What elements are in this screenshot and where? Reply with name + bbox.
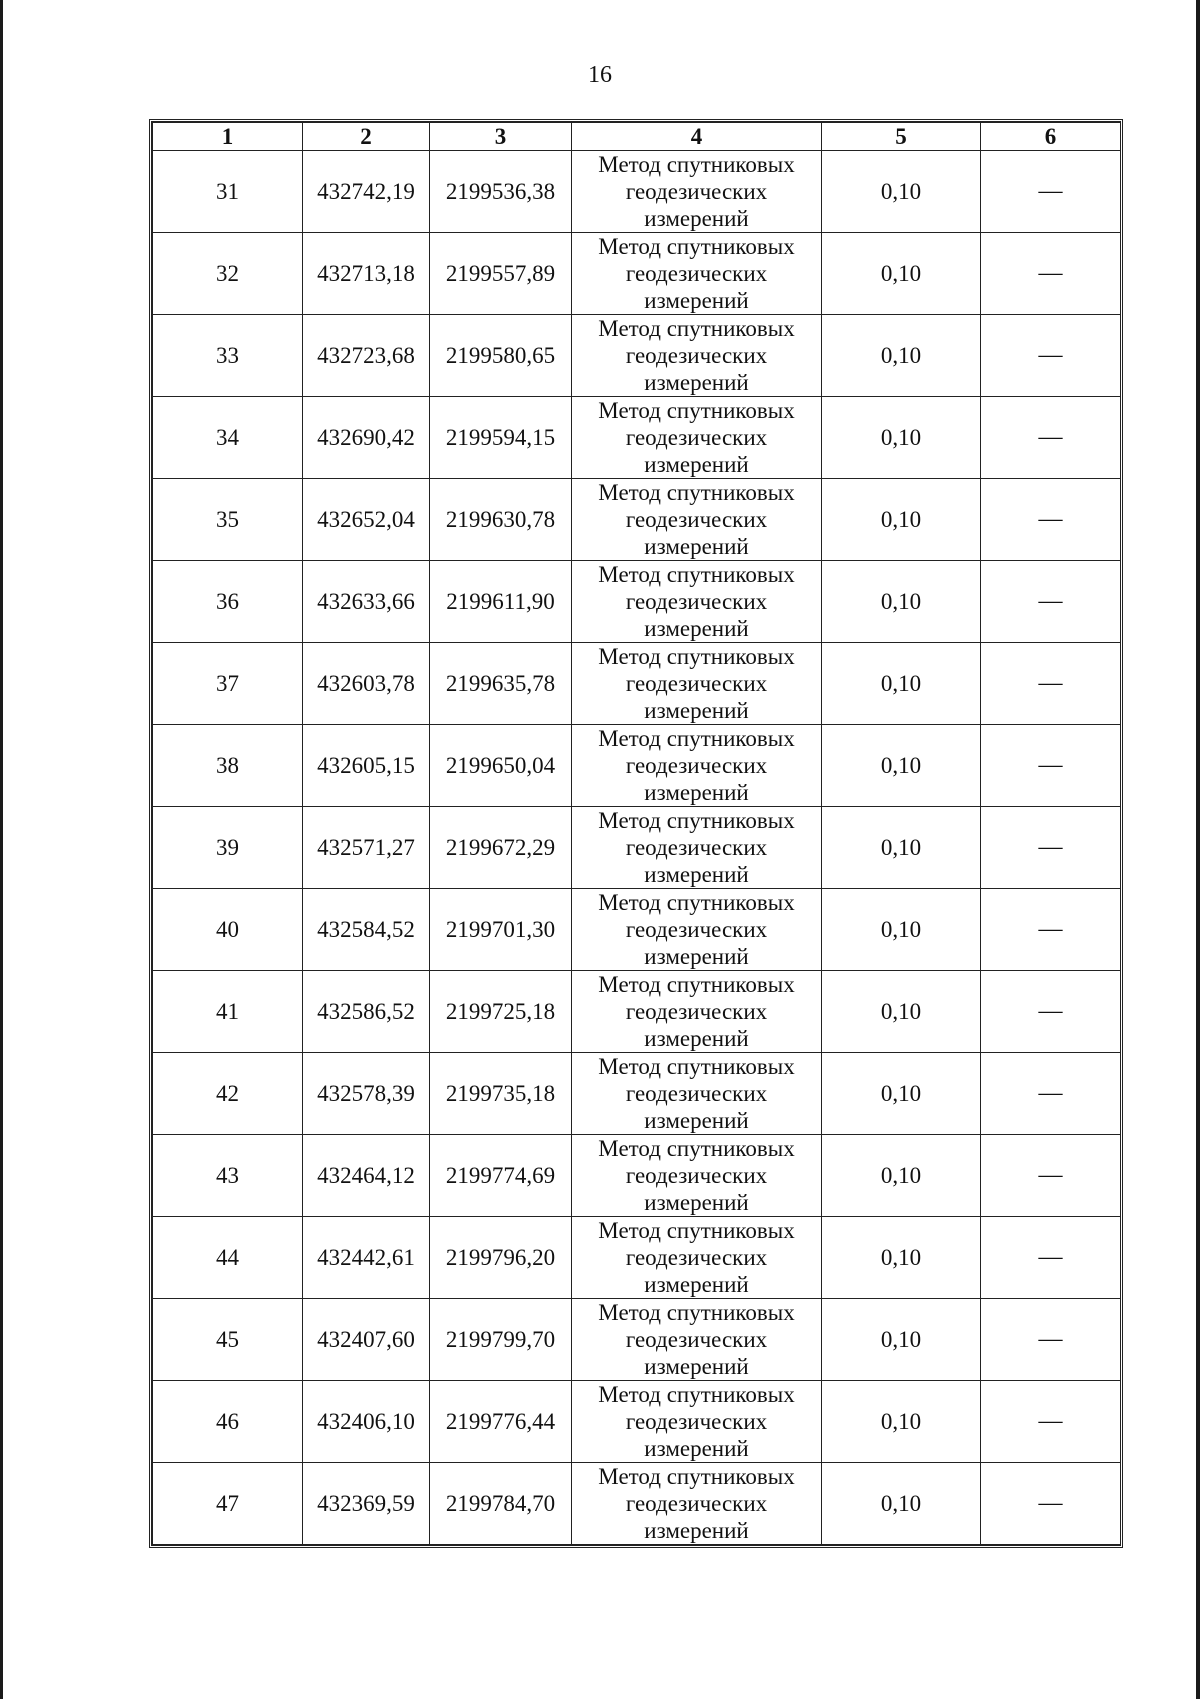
table-row (153, 151, 1121, 233)
table-row (153, 1217, 1121, 1299)
method-line-2: геодезических (625, 1491, 768, 1516)
precision-cell: 0,10 (822, 151, 981, 233)
header-col-2: 2 (303, 123, 430, 151)
method-line-2: геодезических (625, 753, 768, 778)
point-number-cell: 42 (153, 1053, 303, 1135)
method-cell (572, 233, 822, 315)
y-coordinate-cell: 2199611,90 (430, 561, 572, 643)
method-line-1: Метод спутниковых (598, 480, 795, 505)
method-line-3: измерений (644, 1026, 749, 1051)
precision-cell: 0,10 (822, 1135, 981, 1217)
table-row (153, 479, 1121, 561)
table-row (153, 561, 1121, 643)
table-row (153, 233, 1121, 315)
note-cell: — (981, 643, 1121, 725)
y-coordinate-cell: 2199701,30 (430, 889, 572, 971)
y-coordinate-cell: 2199557,89 (430, 233, 572, 315)
note-cell: — (981, 151, 1121, 233)
method-cell (572, 1053, 822, 1135)
table-row (153, 807, 1121, 889)
x-coordinate-cell: 432652,04 (303, 479, 430, 561)
precision-cell: 0,10 (822, 233, 981, 315)
method-line-2: геодезических (625, 1409, 768, 1434)
note-cell: — (981, 315, 1121, 397)
method-line-3: измерений (644, 944, 749, 969)
precision-cell: 0,10 (822, 397, 981, 479)
table-row (153, 1299, 1121, 1381)
method-cell (572, 315, 822, 397)
precision-cell: 0,10 (822, 315, 981, 397)
method-line-3: измерений (644, 1354, 749, 1379)
precision-cell: 0,10 (822, 1053, 981, 1135)
x-coordinate-cell: 432578,39 (303, 1053, 430, 1135)
method-cell (572, 725, 822, 807)
method-line-3: измерений (644, 1272, 749, 1297)
note-cell: — (981, 1053, 1121, 1135)
header-col-1: 1 (153, 123, 303, 151)
table-body (153, 151, 1121, 1545)
method-line-1: Метод спутниковых (598, 890, 795, 915)
method-line-3: измерений (644, 862, 749, 887)
page-edge-right (1196, 0, 1200, 1699)
method-line-3: измерений (644, 1108, 749, 1133)
y-coordinate-cell: 2199776,44 (430, 1381, 572, 1463)
method-line-3: измерений (644, 370, 749, 395)
method-cell (572, 643, 822, 725)
method-line-2: геодезических (625, 1081, 768, 1106)
header-col-3: 3 (430, 123, 572, 151)
y-coordinate-cell: 2199672,29 (430, 807, 572, 889)
y-coordinate-cell: 2199796,20 (430, 1217, 572, 1299)
x-coordinate-cell: 432723,68 (303, 315, 430, 397)
table-row (153, 1463, 1121, 1545)
method-line-2: геодезических (625, 1327, 768, 1352)
y-coordinate-cell: 2199580,65 (430, 315, 572, 397)
point-number-cell: 36 (153, 561, 303, 643)
method-line-1: Метод спутниковых (598, 152, 795, 177)
x-coordinate-cell: 432369,59 (303, 1463, 430, 1545)
x-coordinate-cell: 432464,12 (303, 1135, 430, 1217)
point-number-cell: 34 (153, 397, 303, 479)
coordinates-table-frame (149, 119, 1123, 1548)
page-number: 16 (588, 62, 612, 88)
method-line-2: геодезических (625, 261, 768, 286)
point-number-cell: 37 (153, 643, 303, 725)
method-line-2: геодезических (625, 1163, 768, 1188)
method-line-3: измерений (644, 698, 749, 723)
method-line-3: измерений (644, 1190, 749, 1215)
method-line-1: Метод спутниковых (598, 1136, 795, 1161)
y-coordinate-cell: 2199799,70 (430, 1299, 572, 1381)
point-number-cell: 46 (153, 1381, 303, 1463)
point-number-cell: 43 (153, 1135, 303, 1217)
method-line-1: Метод спутниковых (598, 1382, 795, 1407)
note-cell: — (981, 971, 1121, 1053)
table-row (153, 725, 1121, 807)
method-line-2: геодезических (625, 343, 768, 368)
point-number-cell: 32 (153, 233, 303, 315)
method-line-3: измерений (644, 452, 749, 477)
table-row (153, 643, 1121, 725)
precision-cell: 0,10 (822, 971, 981, 1053)
point-number-cell: 40 (153, 889, 303, 971)
x-coordinate-cell: 432690,42 (303, 397, 430, 479)
method-line-2: геодезических (625, 425, 768, 450)
header-row (153, 123, 1121, 151)
y-coordinate-cell: 2199725,18 (430, 971, 572, 1053)
x-coordinate-cell: 432406,10 (303, 1381, 430, 1463)
point-number-cell: 31 (153, 151, 303, 233)
x-coordinate-cell: 432407,60 (303, 1299, 430, 1381)
precision-cell: 0,10 (822, 1217, 981, 1299)
method-line-2: геодезических (625, 1245, 768, 1270)
method-line-3: измерений (644, 288, 749, 313)
method-line-1: Метод спутниковых (598, 644, 795, 669)
precision-cell: 0,10 (822, 1463, 981, 1545)
table-row (153, 1053, 1121, 1135)
precision-cell: 0,10 (822, 1299, 981, 1381)
y-coordinate-cell: 2199650,04 (430, 725, 572, 807)
table-row (153, 1135, 1121, 1217)
method-cell (572, 1217, 822, 1299)
point-number-cell: 38 (153, 725, 303, 807)
table-row (153, 1381, 1121, 1463)
method-cell (572, 889, 822, 971)
method-line-1: Метод спутниковых (598, 562, 795, 587)
note-cell: — (981, 725, 1121, 807)
point-number-cell: 47 (153, 1463, 303, 1545)
method-line-1: Метод спутниковых (598, 234, 795, 259)
method-line-2: геодезических (625, 999, 768, 1024)
note-cell: — (981, 1135, 1121, 1217)
method-line-1: Метод спутниковых (598, 972, 795, 997)
point-number-cell: 41 (153, 971, 303, 1053)
method-cell (572, 1463, 822, 1545)
note-cell: — (981, 889, 1121, 971)
header-col-5: 5 (822, 123, 981, 151)
y-coordinate-cell: 2199635,78 (430, 643, 572, 725)
note-cell: — (981, 561, 1121, 643)
precision-cell: 0,10 (822, 807, 981, 889)
x-coordinate-cell: 432586,52 (303, 971, 430, 1053)
method-line-3: измерений (644, 206, 749, 231)
note-cell: — (981, 1217, 1121, 1299)
note-cell: — (981, 1299, 1121, 1381)
method-cell (572, 1135, 822, 1217)
x-coordinate-cell: 432742,19 (303, 151, 430, 233)
method-cell (572, 971, 822, 1053)
method-cell (572, 1381, 822, 1463)
x-coordinate-cell: 432442,61 (303, 1217, 430, 1299)
x-coordinate-cell: 432713,18 (303, 233, 430, 315)
method-cell (572, 397, 822, 479)
point-number-cell: 35 (153, 479, 303, 561)
point-number-cell: 39 (153, 807, 303, 889)
table-row (153, 397, 1121, 479)
x-coordinate-cell: 432571,27 (303, 807, 430, 889)
method-line-3: измерений (644, 1518, 749, 1543)
method-line-2: геодезических (625, 179, 768, 204)
page-edge-left (0, 0, 3, 1699)
coordinates-table (152, 122, 1121, 1545)
y-coordinate-cell: 2199630,78 (430, 479, 572, 561)
note-cell: — (981, 1463, 1121, 1545)
x-coordinate-cell: 432584,52 (303, 889, 430, 971)
point-number-cell: 33 (153, 315, 303, 397)
note-cell: — (981, 1381, 1121, 1463)
method-cell (572, 479, 822, 561)
precision-cell: 0,10 (822, 1381, 981, 1463)
method-line-3: измерений (644, 780, 749, 805)
y-coordinate-cell: 2199774,69 (430, 1135, 572, 1217)
method-line-2: геодезических (625, 835, 768, 860)
table-row (153, 315, 1121, 397)
method-line-2: геодезических (625, 589, 768, 614)
precision-cell: 0,10 (822, 889, 981, 971)
header-col-6: 6 (981, 123, 1121, 151)
method-cell (572, 807, 822, 889)
method-line-3: измерений (644, 616, 749, 641)
method-line-2: геодезических (625, 507, 768, 532)
method-line-3: измерений (644, 534, 749, 559)
method-line-1: Метод спутниковых (598, 808, 795, 833)
method-line-3: измерений (644, 1436, 749, 1461)
precision-cell: 0,10 (822, 725, 981, 807)
note-cell: — (981, 233, 1121, 315)
method-line-1: Метод спутниковых (598, 1054, 795, 1079)
method-line-2: геодезических (625, 917, 768, 942)
x-coordinate-cell: 432633,66 (303, 561, 430, 643)
y-coordinate-cell: 2199536,38 (430, 151, 572, 233)
table-row (153, 889, 1121, 971)
x-coordinate-cell: 432603,78 (303, 643, 430, 725)
precision-cell: 0,10 (822, 643, 981, 725)
method-line-1: Метод спутниковых (598, 316, 795, 341)
method-line-1: Метод спутниковых (598, 1218, 795, 1243)
note-cell: — (981, 479, 1121, 561)
table-row (153, 971, 1121, 1053)
method-cell (572, 151, 822, 233)
note-cell: — (981, 397, 1121, 479)
header-col-4: 4 (572, 123, 822, 151)
y-coordinate-cell: 2199784,70 (430, 1463, 572, 1545)
note-cell: — (981, 807, 1121, 889)
x-coordinate-cell: 432605,15 (303, 725, 430, 807)
method-line-1: Метод спутниковых (598, 726, 795, 751)
method-line-1: Метод спутниковых (598, 1300, 795, 1325)
y-coordinate-cell: 2199594,15 (430, 397, 572, 479)
precision-cell: 0,10 (822, 561, 981, 643)
method-cell (572, 1299, 822, 1381)
method-line-2: геодезических (625, 671, 768, 696)
point-number-cell: 45 (153, 1299, 303, 1381)
y-coordinate-cell: 2199735,18 (430, 1053, 572, 1135)
point-number-cell: 44 (153, 1217, 303, 1299)
method-line-1: Метод спутниковых (598, 398, 795, 423)
method-cell (572, 561, 822, 643)
precision-cell: 0,10 (822, 479, 981, 561)
method-line-1: Метод спутниковых (598, 1464, 795, 1489)
